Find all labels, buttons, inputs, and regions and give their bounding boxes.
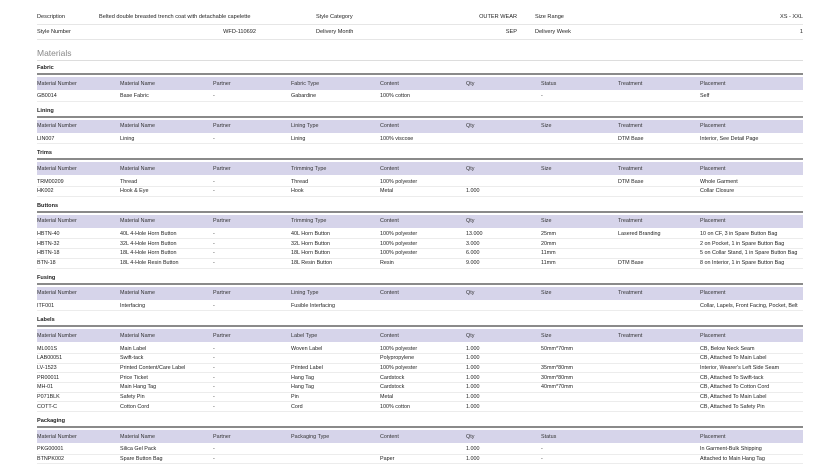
table-cell: 25mm — [541, 231, 556, 238]
table-cell: - — [213, 93, 215, 100]
column-header: Status — [541, 80, 557, 87]
table-cell: GB0014 — [37, 93, 57, 100]
table-cell: 100% cotton — [380, 403, 410, 410]
table-cell: 18L 4-Hole Resin Button — [120, 260, 179, 267]
column-header: Placement — [700, 332, 726, 339]
table-cell: Cord — [291, 403, 303, 410]
style-number-value: WFD-110692 — [223, 29, 256, 35]
column-header: Material Name — [120, 218, 156, 225]
column-header: Size — [541, 218, 552, 225]
table-cell: 100% viscose — [380, 136, 414, 143]
table-cell: Hang Tag — [291, 374, 314, 381]
table-cell: 9.000 — [466, 260, 480, 267]
column-header: Material Number — [37, 290, 77, 296]
table-header — [37, 120, 803, 133]
column-header: Content — [380, 433, 399, 440]
table-cell: TRM00209 — [37, 178, 64, 185]
table-cell: 1.000 — [466, 456, 480, 463]
table-cell: 1.000 — [466, 384, 480, 391]
column-header: Qty — [466, 332, 475, 339]
table-cell: - — [213, 446, 215, 453]
section-title: Labels — [37, 316, 803, 327]
column-header: Trimming Type — [291, 165, 327, 172]
table-header — [37, 329, 803, 342]
table-cell: 40L 4-Hole Horn Button — [120, 231, 177, 238]
table-cell: Polypropylene — [380, 355, 415, 362]
section-buttons — [37, 202, 803, 269]
table-cell: Lasered Branding — [618, 231, 661, 238]
table-cell: Price Ticket — [120, 374, 148, 381]
table-cell: 32L Horn Button — [291, 240, 331, 247]
table-cell: Printed Label — [291, 364, 323, 371]
column-header: Placement — [700, 80, 726, 87]
description-value: Belted double breasted trench coat with detachable capelette — [99, 14, 251, 20]
column-header: Qty — [466, 290, 475, 296]
table-cell: MH-01 — [37, 384, 54, 391]
table-row — [37, 239, 803, 249]
section-title: Packaging — [37, 417, 803, 428]
table-cell: 8 on Interior, 1 in Spare Button Bag — [700, 260, 785, 267]
table-cell: HK002 — [37, 188, 54, 195]
column-header: Lining Type — [291, 290, 319, 296]
table-cell: Gabardine — [291, 93, 317, 100]
materials-heading: Materials — [37, 48, 803, 61]
column-header: Partner — [213, 290, 231, 296]
table-cell: BTN-18 — [37, 260, 56, 267]
table-header — [37, 430, 803, 443]
column-header: Partner — [213, 80, 231, 87]
column-header: Partner — [213, 332, 231, 339]
table-cell: 100% polyester — [380, 364, 418, 371]
column-header: Content — [380, 290, 399, 296]
table-cell: 13.000 — [466, 231, 483, 238]
column-header: Material Name — [120, 332, 156, 339]
table-row — [37, 92, 803, 102]
table-cell: 20mm — [541, 240, 556, 247]
column-header: Placement — [700, 218, 726, 225]
table-cell: 1.000 — [466, 345, 480, 352]
column-header: Material Number — [37, 80, 77, 87]
table-row — [37, 230, 803, 240]
table-cell: Resin — [380, 260, 394, 267]
table-cell: 35mm*80mm — [541, 364, 574, 371]
delivery-month-label: Delivery Month — [316, 29, 354, 35]
table-cell: Lining — [291, 136, 306, 143]
style-category-label: Style Category — [316, 14, 353, 20]
table-cell: In Garment-Bulk Shipping — [700, 446, 762, 453]
table-cell: Hook & Eye — [120, 188, 149, 195]
table-cell: LAB00051 — [37, 355, 63, 362]
table-cell: 1.000 — [466, 364, 480, 371]
table-cell: Collar, Lapels, Front Facing, Pocket, Belt — [700, 302, 798, 309]
table-header — [37, 287, 803, 300]
column-header: Qty — [466, 433, 475, 440]
table-row — [37, 302, 803, 312]
table-cell: Paper — [380, 456, 395, 463]
table-cell: - — [213, 231, 215, 238]
column-header: Content — [380, 123, 399, 130]
column-header: Content — [380, 165, 399, 172]
column-header: Qty — [466, 218, 475, 225]
table-cell: 5 on Collar Stand, 1 in Spare Button Bag — [700, 250, 798, 257]
table-cell: HBTN-40 — [37, 231, 60, 238]
table-cell: Interior, Wearer's Left Side Seam — [700, 364, 780, 371]
delivery-week-label: Delivery Week — [535, 29, 571, 35]
column-header: Content — [380, 80, 399, 87]
section-packaging — [37, 417, 803, 464]
table-cell: CB, Attached To Safety Pin — [700, 403, 765, 410]
table-row — [37, 354, 803, 364]
column-header: Treatment — [618, 290, 643, 296]
table-row — [37, 249, 803, 259]
column-header: Material Number — [37, 165, 77, 172]
table-cell: 100% polyester — [380, 178, 418, 185]
table-cell: Metal — [380, 393, 394, 400]
table-row — [37, 177, 803, 187]
table-cell: - — [213, 456, 215, 463]
delivery-month-value: SEP — [505, 29, 517, 35]
table-cell: 1.000 — [466, 355, 480, 362]
section-lining — [37, 107, 803, 145]
table-cell: - — [541, 93, 543, 100]
column-header: Material Number — [37, 218, 77, 225]
table-cell: Metal — [380, 188, 394, 195]
table-cell: Hook — [291, 188, 304, 195]
table-cell: PR00011 — [37, 374, 60, 381]
table-cell: 32L 4-Hole Horn Button — [120, 240, 177, 247]
table-cell: P071BLK — [37, 393, 60, 400]
table-cell: - — [213, 345, 215, 352]
table-cell: Cotton Cord — [120, 403, 150, 410]
column-header: Fabric Type — [291, 80, 320, 87]
column-header: Qty — [466, 165, 475, 172]
table-cell: ITF001 — [37, 302, 55, 309]
column-header: Placement — [700, 290, 726, 296]
table-cell: Interior, See Detail Page — [700, 136, 759, 143]
table-cell: ML001S — [37, 345, 58, 352]
table-cell: CB, Below Neck Seam — [700, 345, 755, 352]
style-category-value: OUTER WEAR — [479, 14, 517, 20]
table-row — [37, 344, 803, 354]
table-row — [37, 135, 803, 145]
table-cell: Spare Button Bag — [120, 456, 163, 463]
section-title: Buttons — [37, 202, 803, 213]
column-header: Treatment — [618, 332, 643, 339]
column-header: Treatment — [618, 80, 643, 87]
column-header: Size — [541, 123, 552, 130]
section-fabric — [37, 64, 803, 102]
column-header: Placement — [700, 123, 726, 130]
style-number-label: Style Number — [37, 29, 71, 35]
section-labels — [37, 316, 803, 412]
meta-row-2 — [37, 25, 803, 40]
table-cell: DTM Base — [618, 260, 644, 267]
table-cell: Main Label — [120, 345, 147, 352]
section-title: Trims — [37, 149, 803, 160]
table-cell: Silica Gel Pack — [120, 446, 157, 453]
table-row — [37, 364, 803, 374]
meta-row-1 — [37, 10, 803, 25]
table-cell: 30mm*80mm — [541, 374, 574, 381]
table-row — [37, 402, 803, 412]
column-header: Trimming Type — [291, 218, 327, 225]
table-cell: Collar Closure — [700, 188, 735, 195]
table-cell: 11mm — [541, 250, 556, 257]
column-header: Placement — [700, 165, 726, 172]
table-cell: Woven Label — [291, 345, 323, 352]
table-cell: - — [213, 188, 215, 195]
table-cell: Cardstock — [380, 384, 405, 391]
table-cell: Whole Garment — [700, 178, 738, 185]
table-cell: COTT-C — [37, 403, 58, 410]
table-cell: PKG00001 — [37, 446, 64, 453]
table-cell: 1.000 — [466, 446, 480, 453]
table-cell: Safety Pin — [120, 393, 145, 400]
table-row — [37, 373, 803, 383]
column-header: Treatment — [618, 165, 643, 172]
table-cell: Hang Tag — [291, 384, 314, 391]
table-cell: - — [213, 302, 215, 309]
table-header — [37, 215, 803, 228]
column-header: Material Number — [37, 123, 77, 130]
table-cell: Lining — [120, 136, 135, 143]
table-cell: CB, Attached To Swift-tack — [700, 374, 764, 381]
table-cell: - — [213, 178, 215, 185]
table-cell: 100% polyester — [380, 240, 418, 247]
section-title: Fusing — [37, 274, 803, 285]
column-header: Material Name — [120, 80, 156, 87]
table-cell: 40mm*70mm — [541, 384, 574, 391]
table-cell: Attached to Main Hang Tag — [700, 456, 765, 463]
section-fusing — [37, 274, 803, 312]
column-header: Placement — [700, 433, 726, 440]
table-cell: 100% polyester — [380, 345, 418, 352]
table-cell: BTNPK002 — [37, 456, 64, 463]
column-header: Partner — [213, 165, 231, 172]
column-header: Material Name — [120, 123, 156, 130]
column-header: Treatment — [618, 123, 643, 130]
column-header: Material Name — [120, 290, 156, 296]
materials-sections — [37, 64, 803, 469]
table-cell: - — [213, 384, 215, 391]
table-cell: Pin — [291, 393, 299, 400]
table-row — [37, 187, 803, 197]
table-row — [37, 455, 803, 465]
column-header: Treatment — [618, 218, 643, 225]
table-header — [37, 162, 803, 175]
table-cell: 18L Horn Button — [291, 250, 331, 257]
table-cell: Interfacing — [120, 302, 146, 309]
size-range-label: Size Range — [535, 14, 564, 20]
section-trims — [37, 149, 803, 196]
column-header: Label Type — [291, 332, 318, 339]
table-cell: Base Fabric — [120, 93, 149, 100]
table-cell: 100% polyester — [380, 250, 418, 257]
column-header: Material Name — [120, 433, 156, 440]
table-cell: 11mm — [541, 260, 556, 267]
column-header: Content — [380, 218, 399, 225]
table-cell: - — [213, 374, 215, 381]
table-cell: 6.000 — [466, 250, 480, 257]
table-cell: - — [541, 456, 543, 463]
table-cell: 100% cotton — [380, 93, 410, 100]
column-header: Packaging Type — [291, 433, 330, 440]
table-row — [37, 445, 803, 455]
table-cell: 18L 4-Hole Horn Button — [120, 250, 177, 257]
table-cell: - — [213, 250, 215, 257]
table-cell: 1.000 — [466, 188, 480, 195]
column-header: Content — [380, 332, 399, 339]
table-cell: 1.000 — [466, 393, 480, 400]
table-cell: Self — [700, 93, 710, 100]
column-header: Size — [541, 290, 552, 296]
table-cell: 40L Horn Button — [291, 231, 331, 238]
table-cell: - — [213, 240, 215, 247]
table-cell: 18L Resin Button — [291, 260, 333, 267]
column-header: Partner — [213, 218, 231, 225]
column-header: Qty — [466, 80, 475, 87]
table-row — [37, 259, 803, 269]
table-cell: 2 on Pocket, 1 in Spare Button Bag — [700, 240, 785, 247]
table-cell: - — [213, 393, 215, 400]
table-cell: CB, Attached To Cotton Cord — [700, 384, 770, 391]
column-header: Material Number — [37, 433, 77, 440]
table-cell: Thread — [291, 178, 309, 185]
table-cell: HBTN-32 — [37, 240, 60, 247]
table-cell: Printed Content/Care Label — [120, 364, 186, 371]
table-cell: CB, Attached To Main Label — [700, 355, 767, 362]
delivery-week-value: 1 — [799, 29, 803, 35]
table-cell: 3.000 — [466, 240, 480, 247]
table-cell: 50mm*70mm — [541, 345, 574, 352]
size-range-value: XS - XXL — [779, 14, 803, 20]
table-cell: Swift-tack — [120, 355, 144, 362]
table-cell: - — [213, 260, 215, 267]
table-cell: DTM Base — [618, 136, 644, 143]
section-title: Lining — [37, 107, 803, 118]
table-cell: LIN007 — [37, 136, 55, 143]
table-cell: - — [541, 446, 543, 453]
column-header: Status — [541, 433, 557, 440]
table-cell: - — [213, 136, 215, 143]
table-cell: Cardstock — [380, 374, 405, 381]
table-cell: 10 on CF, 3 in Spare Button Bag — [700, 231, 778, 238]
table-row — [37, 383, 803, 393]
table-cell: Main Hang Tag — [120, 384, 157, 391]
table-cell: Thread — [120, 178, 138, 185]
column-header: Lining Type — [291, 123, 319, 130]
table-cell: DTM Base — [618, 178, 644, 185]
table-header — [37, 77, 803, 90]
section-title: Fabric — [37, 64, 803, 75]
column-header: Size — [541, 165, 552, 172]
table-cell: 100% polyester — [380, 231, 418, 238]
table-cell: 1.000 — [466, 403, 480, 410]
table-cell: - — [213, 403, 215, 410]
column-header: Qty — [466, 123, 475, 130]
table-cell: CB, Attached To Main Label — [700, 393, 767, 400]
table-cell: 1.000 — [466, 374, 480, 381]
column-header: Size — [541, 332, 552, 339]
column-header: Partner — [213, 433, 231, 440]
table-cell: LV-1523 — [37, 364, 57, 371]
table-row — [37, 393, 803, 403]
table-cell: - — [213, 364, 215, 371]
column-header: Partner — [213, 123, 231, 130]
table-cell: HBTN-18 — [37, 250, 60, 257]
table-cell: - — [213, 355, 215, 362]
description-label: Description — [37, 14, 65, 20]
table-cell: Fusible Interfacing — [291, 302, 336, 309]
column-header: Material Name — [120, 165, 156, 172]
column-header: Material Number — [37, 332, 77, 339]
